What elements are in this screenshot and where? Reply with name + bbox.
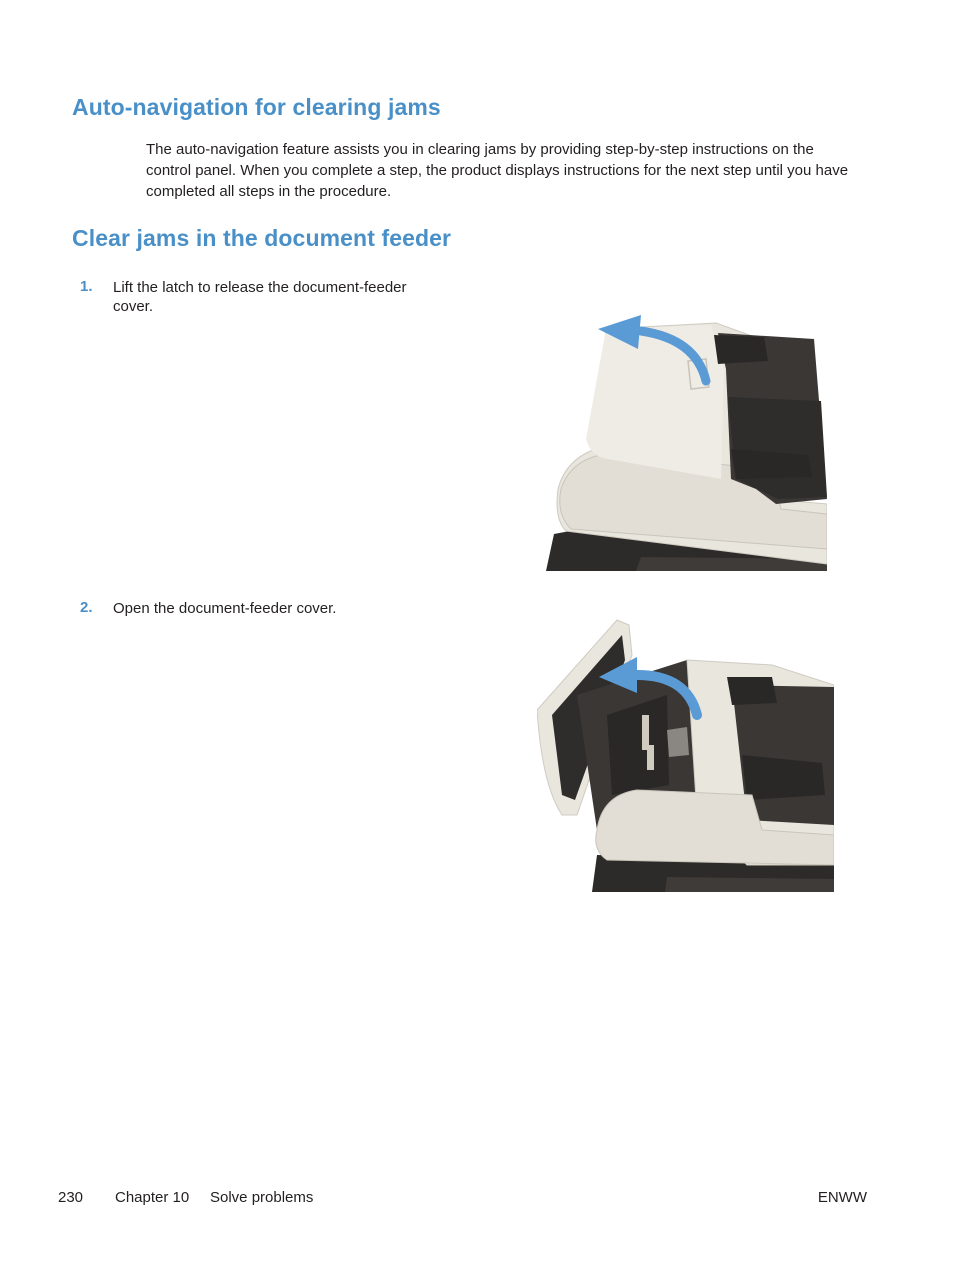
step-2-text: Open the document-feeder cover. bbox=[113, 600, 337, 617]
document-feeder-latch-illustration bbox=[546, 309, 827, 571]
document-feeder-open-cover-illustration bbox=[537, 615, 834, 892]
section-heading-clear-jams: Clear jams in the document feeder bbox=[72, 225, 452, 251]
footer-chapter: Chapter 10 bbox=[115, 1189, 190, 1206]
auto-navigation-paragraph: The auto-navigation feature assists you in clearing jams by providing step-by-step instructions on the control panel. When you complete a step, the product displays instructions for the next step until you have completed all steps in the procedure. bbox=[146, 141, 849, 200]
step-1-number: 1. bbox=[80, 278, 93, 295]
footer-section: Solve problems bbox=[210, 1189, 314, 1206]
footer-page-number: 230 bbox=[58, 1189, 84, 1206]
section-heading-auto-navigation: Auto-navigation for clearing jams bbox=[72, 94, 441, 120]
step-2-number: 2. bbox=[80, 599, 93, 616]
step-1-text: Lift the latch to release the document-feeder cover. bbox=[113, 279, 407, 315]
footer-doc-code: ENWW bbox=[817, 1189, 867, 1206]
